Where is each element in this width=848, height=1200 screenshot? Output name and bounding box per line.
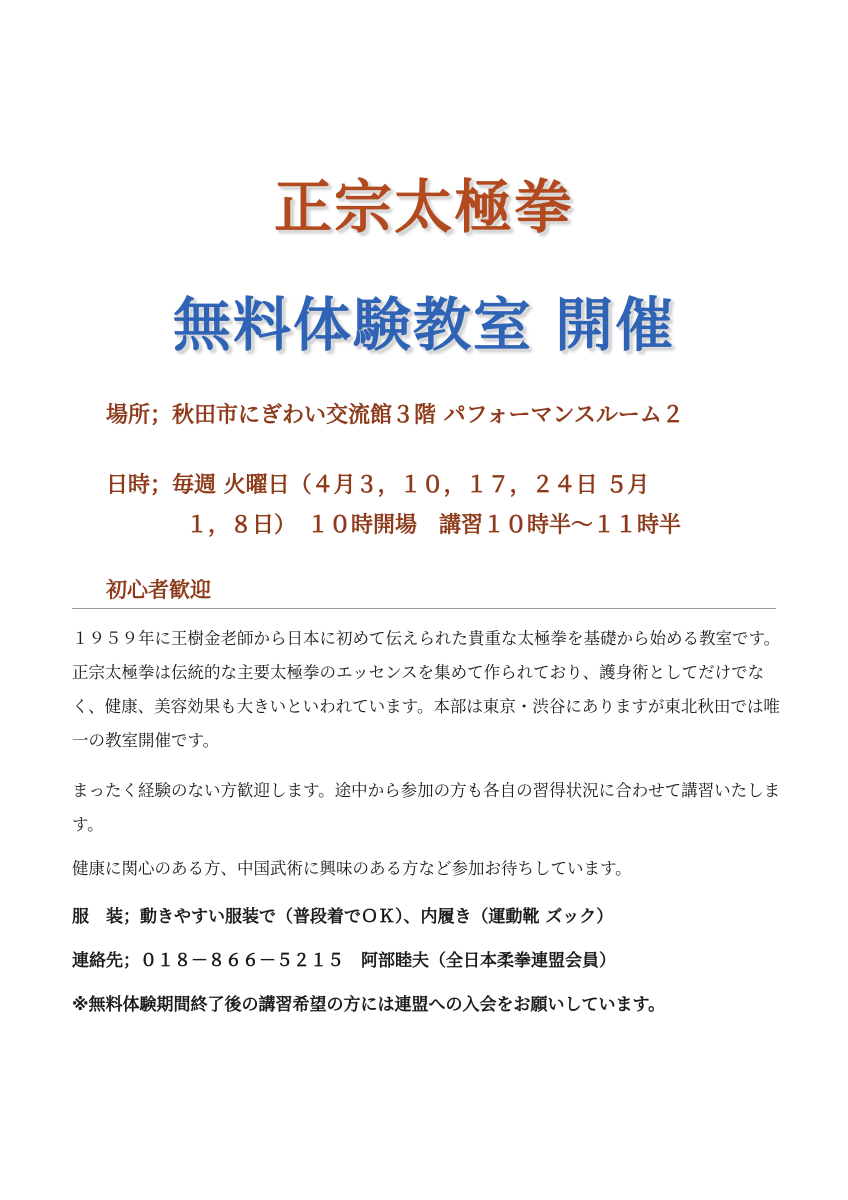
date-info-line2: １，８日） １０時開場 講習１０時半～１１時半 [186, 513, 682, 538]
dress-code: 服 装；動きやすい服装で（普段着でＯＫ）、内履き（運動靴 ズック） [72, 907, 614, 927]
contact-info: 連絡先；０１８－８６６－５２１５ 阿部睦夫（全日本柔拳連盟会員） [72, 951, 616, 971]
divider [72, 608, 776, 609]
sub-title: 無料体験教室 開催 [172, 291, 676, 359]
main-title: 正宗太極拳 [273, 173, 574, 241]
intro-paragraph: １９５９年に王樹金老師から日本に初めて伝えられた貴重な太極拳を基礎から始める教室です。正宗太極拳は伝統的な主要太極拳のエッセンスを集めて作られており、護身術としてだけでなく、健康、美容効果も大きいといわれています。本部は東京・渋谷にありますが東北秋田では唯一の教室開催です。 [72, 629, 781, 750]
date-info-line1: 日時；毎週 火曜日（４月３，１０，１７，２４日 ５月 [106, 473, 650, 498]
invitation-paragraph: 健康に関心のある方、中国武術に興味のある方など参加お待ちしています。 [72, 859, 632, 878]
membership-note: ※無料体験期間終了後の講習希望の方には連盟への入会をお願いしています。 [72, 995, 666, 1015]
beginners-welcome-heading: 初心者歓迎 [106, 578, 211, 602]
experience-paragraph: まったく経験のない方歓迎します。途中から参加の方も各自の習得状況に合わせて講習いたします。 [72, 781, 781, 834]
place-info: 場所；秋田市にぎわい交流館３階 パフォーマンスルーム２ [106, 403, 684, 428]
